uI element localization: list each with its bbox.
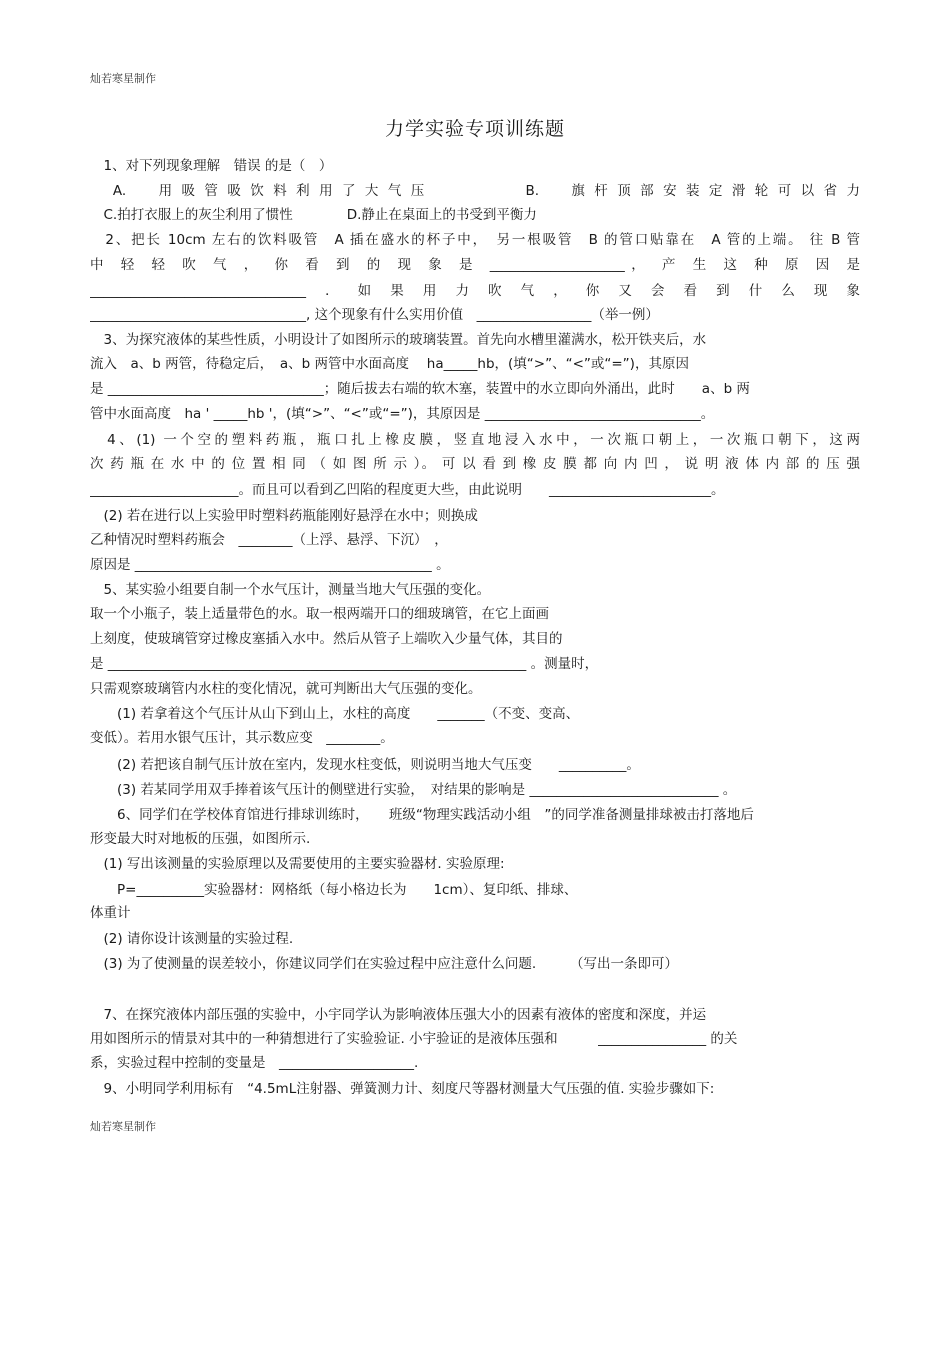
text-line: 体重计 — [90, 905, 131, 921]
text-line: 上刻度，使玻璃管穿过橡皮塞插入水中。然后从管子上端吹入少量气体，其目的 — [90, 631, 563, 647]
text-line: 6、同学们在学校体育馆进行排球训练时， 班级“物理实践活动小组 ”的同学准备测量排球被击打落地后 — [90, 807, 754, 823]
text-line: 只需观察玻璃管内水柱的变化情况，就可判断出大气压强的变化。 — [90, 681, 482, 697]
page-title: 力学实验专项训练题 — [384, 118, 565, 140]
text-line: 1、对下列现象理解 错误 的是（ ） — [90, 158, 333, 174]
text-line: (1) 写出该测量的实验原理以及需要使用的主要实验器材. 实验原理: — [90, 856, 505, 872]
text-line: 是 ______________________________________________________________ 。测量时， — [90, 656, 599, 672]
text-line: (2) 请你设计该测量的实验过程. — [90, 931, 294, 947]
text-line: 用如图所示的情景对其中的一种猜想进行了实验验证. 小宇验证的是液体压强和 ________________ 的关 — [90, 1031, 738, 1047]
text-line: 取一个小瓶子，装上适量带色的水。取一根两端开口的细玻璃管，在它上面画 — [90, 606, 549, 622]
text-line: P=__________实验器材：网格纸（每小格边长为 1cm）、复印纸、排球、 — [90, 882, 578, 898]
text-line: 变低）。若用水银气压计，其示数应变 ________。 — [90, 730, 394, 746]
text-line: 5、某实验小组要自制一个水气压计，测量当地大气压强的变化。 — [90, 582, 491, 598]
text-line: 4、(1) 一个空的塑料药瓶，瓶口扎上橡皮膜，竖直地浸入水中，一次瓶口朝上，一次瓶口朝下，这两 — [90, 432, 860, 448]
text-line: (3) 为了使测量的误差较小，你建议同学们在实验过程中应注意什么问题. （写出一条即可） — [90, 956, 678, 972]
text-line: 是 ________________________________；随后拔去右端的软木塞，装置中的水立即向外涌出，此时 a、b 两 — [90, 381, 750, 397]
text-line: 7、在探究液体内部压强的实验中，小宇同学认为影响液体压强大小的因素有液体的密度和深度，并运 — [90, 1007, 707, 1023]
text-line: (1) 若拿着这个气压计从山下到山上，水柱的高度 _______（不变、变高、 — [90, 706, 580, 722]
text-line: 2、把长 10cm 左右的饮料吸管 A 插在盛水的杯子中， 另一根吸管 B 的管口贴靠在 A 管的上端。 往 B 管 — [90, 232, 860, 248]
text-line: ________________________________．如果用力吹气，你又会看到什么现象 — [90, 283, 860, 299]
text-line: (2) 若把该自制气压计放在室内，发现水柱变低，则说明当地大气压变 __________。 — [90, 757, 640, 773]
page-header: 灿若寒星制作 — [90, 72, 156, 85]
page-footer: 灿若寒星制作 — [90, 1120, 156, 1133]
text-line: 系，实验过程中控制的变量是 ____________________. — [90, 1055, 419, 1071]
text-line: C.拍打衣服上的灰尘利用了惯性 D.静止在桌面上的书受到平衡力 — [90, 207, 537, 223]
text-line: ________________________________, 这个现象有什么实用价值 _________________（举一例） — [90, 307, 659, 323]
text-line: 中 轻 轻 吹 气 ， 你 看 到 的 现 象 是 ____________________， 产 生 这 种 原 因 是 — [90, 257, 860, 273]
text-line: 原因是 ____________________________________________ 。 — [90, 557, 450, 573]
text-line: 次 药 瓶 在 水 中 的 位 置 相 同 （ 如 图 所 示 ）。 可 以 看 到 橡 皮 膜 都 向 内 凹 ， 说 明 液 体 内 部 的 压 强 — [90, 456, 860, 472]
text-line: ______________________。而且可以看到乙凹陷的程度更大些，由此说明 ________________________。 — [90, 482, 725, 498]
text-line: 流入 a、b 两管，待稳定后， a、b 两管中水面高度 ha_____hb，(填“>”、“<”或“=”)，其原因 — [90, 356, 689, 372]
text-line: 形变最大时对地板的压强，如图所示. — [90, 831, 311, 847]
text-line: (3) 若某同学用双手捧着该气压计的侧壁进行实验， 对结果的影响是 ____________________________ 。 — [90, 782, 737, 798]
text-line: A. 用吸管吸饮料利用了大气压 B. 旗杆顶部安装定滑轮可以省力 — [90, 183, 860, 199]
text-line: (2) 若在进行以上实验甲时塑料药瓶能刚好悬浮在水中；则换成 — [90, 508, 478, 524]
text-line: 9、小明同学利用标有 “4.5mL注射器、弹簧测力计、刻度尺等器材测量大气压强的值. 实验步骤如下: — [90, 1081, 715, 1097]
text-line: 管中水面高度 ha ' _____hb '，(填“>”、“<”或“=”)，其原因是 ________________________________。 — [90, 406, 715, 422]
text-line: 乙种情况时塑料药瓶会 ________（上浮、悬浮、下沉） ， — [90, 532, 448, 548]
text-line: 3、为探究液体的某些性质，小明设计了如图所示的玻璃装置。首先向水槽里灌满水，松开铁夹后，水 — [90, 332, 707, 348]
